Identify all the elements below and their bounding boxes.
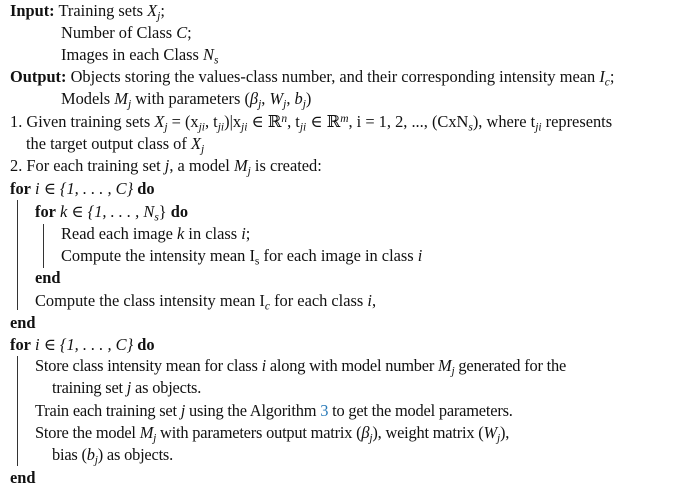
punct: , [371,291,377,310]
output-label: Output: [10,67,67,86]
algorithm-reference-link[interactable]: 3 [320,401,329,420]
math-sym: W [269,89,284,108]
math-sub: j [258,98,262,111]
math-sub: j [153,432,157,445]
math-sym: M [139,423,154,442]
body-text: ), [499,423,510,442]
math-sub: c [604,76,610,89]
loop2-block-bar [17,356,18,466]
step-1-cont-text: the target output class of [26,134,191,153]
math-sub: s [468,121,473,134]
step-1-suffix: represents [541,112,613,131]
body-text: bias ( [52,445,87,464]
step-2-text: 2. For each training set [10,156,165,175]
loop2-body-1 [35,356,566,376]
output-line-2: Models $M_j$ with parameters ($\beta_j$, $W_j$, $b_j$) [61,89,312,111]
math-sym: b [86,445,95,464]
body-text: using the Algorithm [185,401,321,420]
loop2-body-2 [35,401,513,421]
loop1-inner-header [35,202,188,222]
math-text: , t [287,112,300,131]
body-text: training set [52,378,127,397]
step-1 [10,112,612,132]
loop1-inner-end: end [35,268,61,287]
math-sub: j [164,121,168,134]
body-text: Compute the class intensity mean I [35,291,265,310]
step-1-text: 1. Given training sets [10,112,155,131]
math-sup: m [340,112,349,125]
math-sym: j [126,378,132,397]
input-text-3: Images in each Class [61,45,204,64]
loop-condition: i ∈ {1, . . . , C} [35,179,134,198]
loop1-header [10,179,155,199]
math-sym: X [190,134,201,153]
math-sym: j [164,156,170,175]
math-sym: j [180,401,186,420]
body-text: for each image in class [259,246,418,265]
body-text: to get the model parameters. [328,401,513,420]
math-sym: N [203,45,214,64]
loop1-inner-body-1 [61,224,250,244]
math-sym: i [261,356,266,375]
do-keyword: do [137,335,155,354]
input-line-2 [61,23,192,43]
math-sub: j [247,165,251,178]
loop1-inner-body-2 [61,246,422,266]
punct: ; [187,23,192,42]
body-text: Train each training set [35,401,181,420]
punct: ; [160,1,165,20]
output-text-2b: with parameters ( [131,89,250,108]
math-sub: j [283,98,287,111]
math-text: )|x [224,112,242,131]
body-text: Store class intensity mean for class [35,356,262,375]
math-sub: j [94,454,98,467]
input-line [10,1,165,21]
math-sym: W [483,423,497,442]
math-sub: j [369,432,373,445]
math-sym: i [367,291,372,310]
math-text: } [158,202,167,221]
punct: ; [245,224,251,243]
body-text: along with model number [265,356,439,375]
input-label: Input: [10,1,55,20]
math-text: , i = 1, 2, ..., (CxN [348,112,469,131]
output-text: Objects storing the values-class number, and their corresponding intensity mean [70,67,600,86]
math-sub: s [213,54,219,67]
step-2-suffix: is created: [250,156,322,175]
math-sym: b [294,89,303,108]
math-text: ∈ ℝ [247,112,282,131]
math-sub: ji [217,121,225,134]
math-text: ), where t [472,112,536,131]
math-sym: i [241,224,246,243]
body-text: ), weight matrix ( [372,423,484,442]
loop2-header [10,335,155,355]
math-sub: j [157,10,161,23]
math-sub: j [451,365,455,378]
output-line [10,67,614,87]
body-text: for each class [269,291,368,310]
math-sym: X [147,1,158,20]
loop2-body-3 [35,423,509,443]
math-text: , t [204,112,218,131]
math-sym: M [114,89,128,108]
math-sym: β [361,423,370,442]
for-keyword: for [10,335,31,354]
input-text-1: Training sets [58,1,148,20]
body-text: ) as objects. [97,445,173,464]
math-sub: j [200,143,205,156]
loop-condition: k ∈ {1, . . . , N [60,202,155,221]
math-text: ∈ ℝ [306,112,341,131]
punct: ; [609,67,615,86]
math-sub: j [302,98,306,111]
body-text: as objects. [131,378,202,397]
math-sub: j [127,98,132,111]
body-text: Compute the intensity mean I [61,246,255,265]
body-text: with parameters output matrix ( [156,423,362,442]
body-text: Store the model [35,423,140,442]
math-sym: i [417,246,423,265]
loop2-end: end [10,468,36,487]
loop2-body-1-cont [52,378,201,398]
output-text-2: Models [61,89,115,108]
step-1-cont [26,134,204,154]
math-sub: s [154,211,159,224]
math-sub: c [264,300,270,313]
math-sub: ji [198,121,205,134]
math-sub: ji [299,121,307,134]
math-sym: C [176,23,188,42]
do-keyword: do [170,202,189,221]
math-sym: X [154,112,165,131]
input-text-2: Number of Class [61,23,177,42]
body-text: generated for the [454,356,567,375]
body-text: in class [184,224,242,243]
step-2 [10,156,322,176]
loop1-inner-block-bar [43,224,44,268]
input-line-3 [61,45,218,65]
for-keyword: for [10,179,31,198]
math-sub: s [254,255,260,268]
body-text: Read each image [61,224,178,243]
loop2-body-3-cont [52,445,173,465]
step-2-mid: , a model [169,156,234,175]
math-sym: M [438,356,452,375]
math-sym: M [233,156,248,175]
math-sup: n [281,112,288,125]
do-keyword: do [137,179,155,198]
loop-condition: i ∈ {1, . . . , C} [35,335,134,354]
loop1-after [35,291,376,311]
for-keyword: for [35,202,56,221]
math-sub: ji [535,121,542,134]
math-sym: β [249,89,259,108]
math-sym: I [599,67,605,86]
math-text: = (x [167,112,199,131]
math-sub: j [496,432,500,445]
math-sym: k [177,224,185,243]
math-sub: ji [241,121,248,134]
loop1-block-bar [17,200,18,310]
punct: ) [305,89,312,108]
loop1-end: end [10,313,36,332]
